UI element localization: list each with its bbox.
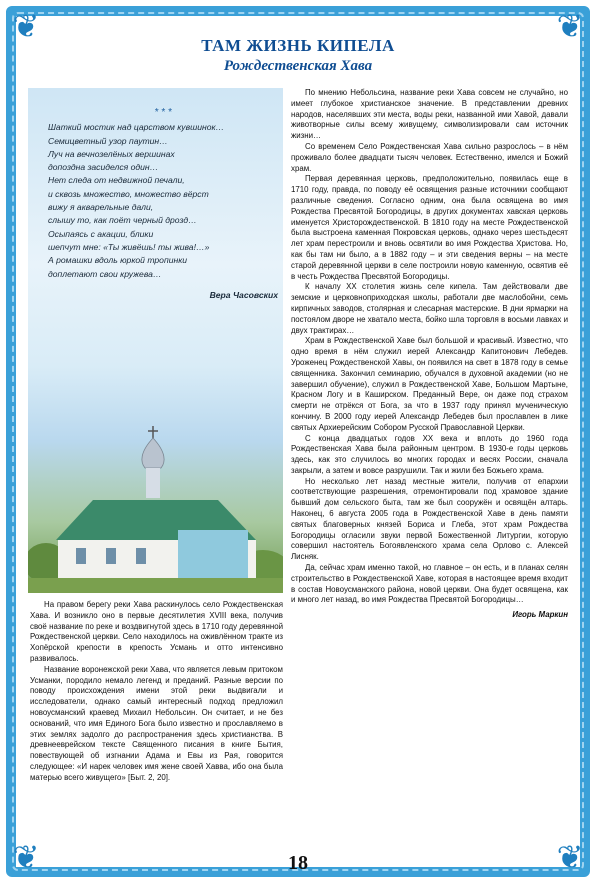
poem-line: Осыпаясь с акации, блики — [48, 228, 154, 239]
poem-line: шепчут мне: «Ты живёшь! ты жива!…» — [48, 241, 210, 252]
drum — [146, 468, 160, 498]
ornament-corner-icon: ❦ — [12, 7, 40, 45]
left-text-column — [30, 600, 283, 784]
paragraph: Со временем Село Рождественская Хава сильно разрослось – в нём проживало более двадцати тысяч человек. Естественно, имелся и Божий храм. — [291, 141, 568, 173]
article-signature: Игорь Маркин — [512, 610, 568, 620]
poem-line: и сквозь множество, множество вёрст — [48, 188, 209, 199]
paragraph: Название воронежской реки Хава, что является левым притоком Усманки, породило немало легенд и преданий. Разные версии по поводу происхождения имени этой реки выдвигали и исследователи, однако самый интересный подход предложил новоусманский краевед Михаил Небольсин. Он считает, и не без оснований, что имя Единого Бога было известно и прославляемо в этих землях задолго до распространения здесь христианства. В древнееврейском тексте Священного писания в книге Бытия, повествующей об изгнании Адама и Евы из Рая, говорится следующее: «И нарек человек имя жене своей Хавва, ибо она была матерью всего живущего» [Быт. 2, 20]. — [30, 664, 283, 782]
poem-line: доплетают свои кружева… — [48, 268, 162, 279]
paragraph: Но несколько лет назад местные жители, получив от епархии соответствующие разрешения, отремонтировали под храмовое здание бывший дом сельского быта, там же был сооружён и освящён алтарь. Наконец, 6 августа 2005 года в Рождественской Хаве в день памяти святых благоверных князей Бориса и Глеба, этот храм Рождества Богородицы огласили звуки первой Божественной Литургии, которую совершил настоятель Богоявленского храма села Орлово с. Алексей Лисняк. — [291, 476, 568, 562]
poem-author: Вера Часовских — [209, 289, 278, 300]
right-text-column — [291, 88, 568, 621]
window — [136, 548, 146, 564]
paragraph: С конца двадцатых годов XX века и вплоть до 1960 года Рождественская Хава была районным центром. В 1930-е годы церковь здесь, как это случилось во многих городах и весях России, сначала закрыли, а затем и вовсе разрушили. Так и жили без Божьего храма. — [291, 433, 568, 475]
poem-line: Луч на вечнозелёных вершинах — [48, 148, 175, 159]
church-annex — [178, 530, 248, 580]
poem-line: слышу то, как поёт черный дрозд… — [48, 215, 197, 226]
paragraph: К началу XX столетия жизнь селе кипела. Там действовали две земские и церковноприходская школы, работали две маслобойни, семь кирпичных заводов, столярная и слесарная мастерские. В дни ярмарки на постоялом дворе не хватало места, бойко шла торговля в восьми лавках и двух трактирах… — [291, 282, 568, 335]
article-header — [30, 36, 566, 76]
ornament-corner-icon: ❦ — [556, 838, 584, 876]
article-subtitle: Рождественская Хава — [223, 58, 373, 74]
poem — [48, 106, 278, 302]
church-illustration — [28, 418, 283, 593]
poem-line: А ромашки вдоль юркой тропинки — [48, 255, 188, 266]
paragraph: На правом берегу реки Хава раскинулось село Рождественская Хава. И возникло оно в первые десятилетия XVIII века, получив своё название по реке и воздвигнутой здесь в 1710 году деревянной Рождественской церкви. Село находилось на оживлённом тракте из Хопёрской крепости в крепость Усмань и отто интенсивно развивалось. — [30, 600, 283, 663]
article-title: ТАМ ЖИЗНЬ КИПЕЛА — [201, 36, 395, 55]
window — [76, 548, 86, 564]
church-dome — [142, 438, 164, 468]
poem-line: вижу я акварельные дали, — [48, 202, 154, 213]
paragraph: Храм в Рождественской Хаве был большой и красивый. Известно, что одно время в нём служил иерей Александр Капитонович Лебедев. Уроженец Рождественской Хавы, он появился на свет в 1878 году в семье священника. Закончил семинарию, обучался в духовной академии (но не завершил обучение), служил в Рождественской Хаве, Большом Мартыне, Красном Логу и в Каширском. Преданный Вере, он даже под страхом смерти не отрёкся от Бога, за что в 1937 году принял мученическую кончину. В 2000 году иерей Александр Лебедев был прославлен в лике святых Архиерейским Собором Русской Православной Церкви. — [291, 336, 568, 432]
church-photo — [28, 88, 283, 593]
grass — [28, 578, 283, 593]
paragraph: Первая деревянная церковь, предположительно, появилась еще в 1710 году, правда, по поводу её освящения разные источники сообщают различные сведения. Согласно одним, она была освящена во имя Рождества Пресвятой Богородицы, в других документах хавская церковь именуется Христорождественской. В 1810 году на месте Рождественской была выстроена каменная Покровская церковь, однако через шестьдесят лет храм перестроили и вновь освятили во имя Рождества Христова. Но, как бы там ни было, а в 1882 году – и эти сведения верны – на месте старой деревянной церкви в селе построили новую каменную, освятив её в честь Рождества Пресвятой Богородицы. — [291, 174, 568, 281]
paragraph: По мнению Небольсина, название реки Хава совсем не случайно, но имеет глубокое христианское значение. В представлении древних народов, населявших эти места, воды реки, названной ими Хавой, давали животворные силы всему живущему, символизировали сам источник жизни… — [291, 88, 568, 141]
page-number: 18 — [288, 852, 308, 874]
ornament-corner-icon: ❦ — [12, 838, 40, 876]
poem-line: допоздна засиделся один… — [48, 162, 159, 173]
poem-line: Шаткий мостик над царством кувшинок… — [48, 122, 225, 133]
poem-line: Нет следа от недвижной печали, — [48, 175, 185, 186]
window — [106, 548, 116, 564]
poem-line: Семицветный узор паутин… — [48, 135, 168, 146]
paragraph: Да, сейчас храм именно такой, но главное – он есть, и в планах селян строительство в Рождественской Хаве, которая в настоящее время входит в состав Новоусманского района, новой церкви. Она будет освящена, как и много лет назад, во имя Рождества Пресвятой Богородицы… — [291, 563, 568, 605]
ornament-corner-icon: ❦ — [556, 7, 584, 45]
poem-stars: * * * — [154, 107, 172, 118]
